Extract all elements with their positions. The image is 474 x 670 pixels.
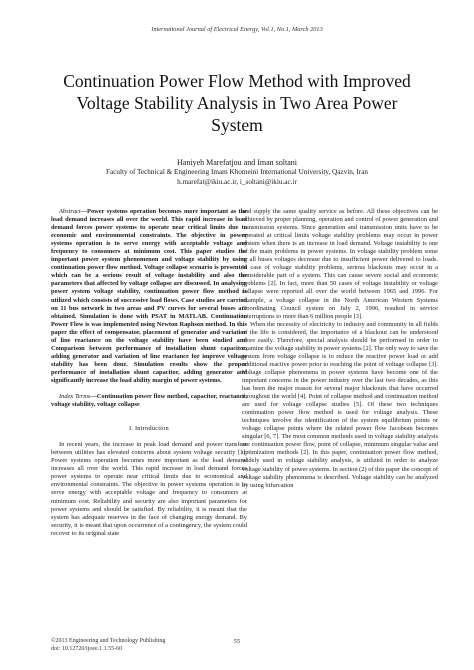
title-line: System xyxy=(211,115,263,135)
affiliation-line: Faculty of Technical & Engineering Imam Khomeini International University, Qazvin, Iran xyxy=(106,168,368,176)
body-paragraph: When the necessity of electricity to industry and community in all fields of the life is considered, the importance of a blackout can be understood more easily. Therefore, special analysis should be performed in order to examine the voltage stability in power systems [2]. The only way to save the system from voltage collapse is to reduce the reactive power load or add additional reactive power prior to reaching the point of voltage collapse [3]. Voltage collapse phenomena in power systems have become one of the important concerns in the power industry over the last two decades, as this has been the major reason for several major blackouts that have occurred throughout the world [4]. Point of collapse method and continuation method are used for voltage collapse studies [5]. Of these two techniques continuation power flow method is used for voltage analysis. These techniques involve the identification of the system equilibrium points or voltage collapse points where the related power flow Jacobean becomes singular [6, 7]. The most common methods used in voltage stability analysis are continuation power flow, point of collapse, minimum singular value and optimization methods [2]. In this paper, continuation power flow method, widely used in voltage stability analysis, is utilized in order to analyze voltage stability of power systems. In section (2) of this paper the concept of voltage stability phenomena is described. Voltage stability can be analyzed by using bifurcation xyxy=(242,320,438,489)
index-terms-label: Index Terms xyxy=(59,393,91,401)
index-terms-text: —Continuation power flow method, capacitor, reactance, voltage stability, voltage collapse xyxy=(51,393,248,409)
paper-title xyxy=(40,70,434,136)
journal-header: International Journal of Electrical Energy, Vol.1, No.1, March 2013 xyxy=(151,26,323,33)
doi: doi: 10.12720/ijoee.1.1.55-60 xyxy=(51,645,123,652)
author-names: Haniyeh Marefatjou and Iman soltani xyxy=(177,158,297,167)
body-paragraph: and supply the same quality service as before. All these objectives can be achieved by proper planning, operation and control of power generation and transmission systems. Since generation and transmission units have to be operated at critical limits voltage stability problems may occur in power system when there is an increase in load demand. Voltage instability is one of the main problems in power systems. In voltage stability problem some or all buses voltages decrease due to insufficient power delivered to loads. In case of voltage stability problems, serious blackouts may occur in a considerable part of a system. This can cause severe social and economic problems [2]. In fact, more than 50 cases of voltage instability or voltage collapse were reported all over the world between 1965 and 1996. For example, a voltage collapse in the North American Western Systems Coordinating Council system on July 2, 1996, resulted in service interruptions to more than 6 million people [3]. xyxy=(242,208,438,320)
author-emails: h.marefat@ikiu.ac.ir, i_soltani@ikiu.ac.ir xyxy=(177,177,297,186)
copyright-notice: ©2013 Engineering and Technology Publishing xyxy=(51,638,166,644)
title-line: Voltage Stability Analysis in Two Area Power xyxy=(76,93,398,113)
abstract-text: —Power systems operation becomes more important as the load demand increases all over the world. This rapid increase in load demand forces power systems to operate near critical limits due to economic and environmental constraints. The objective in power systems operation is to serve energy with acceptable voltage and frequency to consumers at minimum cost. This paper studies the important power system phenomenon and voltage stability by using continuation power flow method. Voltage collapse scenario is presented which can be a serious result of voltage instability and also the parameters that affected by voltage collapse are discussed. In analysing power system voltage stability, continuation power flow method is utilized which consists of successive load flows. Case studies are carried on 11 bus network in two areas and PV curves for several buses are obtained. Simulation is done with PSAT in MATLAB. Continuation Power Flow is was implemented using Newton Raphson method. In this paper the effect of compensator, placement of generator and variation of line reactance on the voltage stability have been studied and Comparison between performance of installation shunt capacitor, adding generator and variation of line reactance for improve voltage stability has been done. Simulation results show the proper performance of installation shunt capacitor, adding generator and significantly increase the load ability margin of power systems. xyxy=(51,208,247,384)
title-line: Continuation Power Flow Method with Improved xyxy=(63,71,411,91)
index-terms xyxy=(51,393,247,409)
right-column xyxy=(242,208,438,490)
page-number: 55 xyxy=(233,638,241,645)
section-heading-introduction: I. Introduction xyxy=(129,425,169,433)
author-affiliation xyxy=(0,168,474,187)
abstract-label: Abstract xyxy=(59,208,81,215)
left-column xyxy=(51,208,247,538)
abstract xyxy=(51,208,247,385)
intro-paragraph: In recent years, the increase in peak load demand and power transfers between utilities has elevated concerns about system voltage security [1]. Power systems operation becomes more important as the load demand increases all over the world. This rapid increase in load demand forces power systems to operate near critical limits due to economical and environmental constraints. The objective in power systems operation is to serve energy with acceptable voltage and frequency to consumers at minimum cost. Reliability and security are also important parameters for power systems and should be satisfied. By reliability, it is meant that the system has adequate reserves in the face of changing energy demand. By security, it is meant that upon occurrence of a contingency, the system could recover to its original state xyxy=(51,441,247,537)
